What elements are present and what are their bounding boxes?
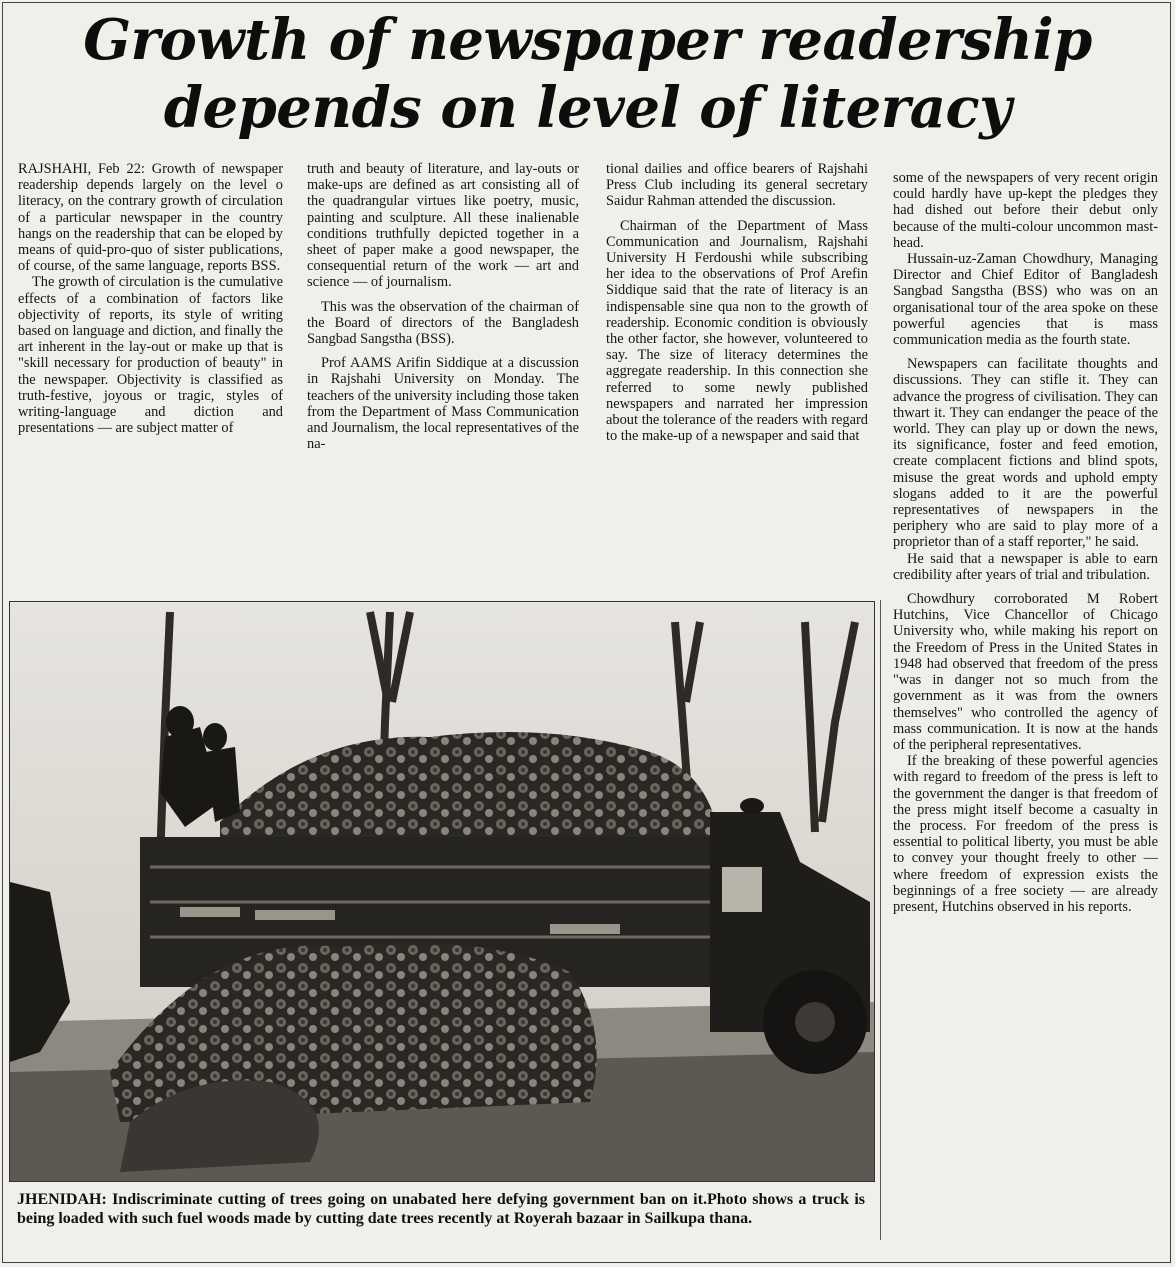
article-paragraph: Chairman of the Department of Mass Communication and Journalism, Rajshahi University H Ferdoushi while subscribing her idea to the observations of Prof Arefin Siddique said that the rate of literacy is an indispensable sine qua non to the growth of readership. Economic condition is obviously the other factor, she however, volunteered to say. The size of literacy determines the aggregate readership. In this connection she referred to some newly published newspapers and narrated her impression about the tolerance of the readers with regard to the make-up of a newspaper and said that [606, 217, 868, 445]
headline-line-2: depends on level of literacy [163, 75, 1012, 141]
article-paragraph: tional dailies and office bearers of Rajshahi Press Club including its general secretary Saidur Rahman attended the discussion. [606, 161, 868, 210]
article-column-3 [606, 161, 868, 593]
article-paragraph: Hussain-uz-Zaman Chowdhury, Managing Director and Chief Editor of Bangladesh Sangbad Sangstha (BSS) who was on an organisational tour of the area spoke on these powerful agencies that is mass communication media as the fourth state. [893, 251, 1158, 349]
column-rule [880, 600, 881, 1240]
article-paragraph: Prof AAMS Arifin Siddique at a discussion in Rajshahi University on Monday. The teachers of the university including those taken from the Department of Mass Communication and Journalism, the local representatives of the na- [307, 355, 579, 453]
article-paragraph: The growth of circulation is the cumulative effects of a combination of factors like objectivity of reports, its style of writing based on language and diction, and finally the art inherent in the lay-out or make up that is "skill necessary for production of beauty" in the newspaper. Objectivity is classified as truth-festive, joyous or tragic, styles of writing-language and diction and presentations — are subject matter of [18, 274, 283, 437]
article-paragraph: some of the newspapers of very recent origin could hardly have up-kept the pledges they had dished out before their debut only because of the multi-colour uncommon mast-head. [893, 170, 1158, 251]
article-paragraph: truth and beauty of literature, and lay-outs or make-ups are defined as art consisting all of the quadrangular virtues like poetry, music, painting and sculpture. All these inalienable conditions truthfully depicted together in a sheet of paper make a good newspaper, the consequential return of the work — art and science — of journalism. [307, 161, 579, 291]
article-paragraph: This was the observation of the chairman of the Board of directors of the Bangladesh Sangbad Sangstha (BSS). [307, 298, 579, 348]
article-paragraph: He said that a newspaper is able to earn credibility after years of trial and tribulation. [893, 550, 1158, 583]
article-column-4 [893, 170, 1158, 1260]
article-paragraph: Chowdhury corroborated M Robert Hutchins, Vice Chancellor of Chicago University who, while making his report on the Freedom of Press in the United States in 1948 had observed that freedom of the press "was in danger not so much from the government as it was from the owners themselves" who controlled the agency of mass communication. It is now at the hands of the peripheral representatives. [893, 591, 1158, 753]
headline-line-1: Growth of newspaper readership [83, 7, 1092, 73]
photo-caption: JHENIDAH: Indiscriminate cutting of trees going on unabated here defying government ban on it.Photo shows a truck is being loaded with such fuel woods made by cutting date trees recently at Royerah bazaar in Sailkupa thana. [17, 1191, 865, 1227]
article-column-2 [307, 161, 579, 587]
article-paragraph: RAJSHAHI, Feb 22: Growth of newspaper readership depends largely on the level o literacy, on the contrary growth of circulation of a particular newspaper in the country hangs on the readership that can be eloped by means of quid-pro-quo of sister publications, of course, of the same language, reports BSS. [18, 161, 283, 275]
article-paragraph: If the breaking of these powerful agencies with regard to freedom of the press is left to the government the danger is that freedom of the press might itself become a casualty in the process. For freedom of the press is essential to political liberty, you must be able to convey your thought freely to other — where freedom of expression exists the beginnings of a free society — are already present, Hutchins observed in his reports. [893, 753, 1158, 915]
news-photo [9, 601, 875, 1182]
article-column-1 [18, 161, 283, 587]
article-paragraph: Newspapers can facilitate thoughts and discussions. They can stifle it. They can advance the progress of civilisation. They can thwart it. They can endanger the peace of the world. They can play up or down the news, its significance, foster and feed emotion, create complacent fictions and blind spots, misuse the great words and uphold empty slogans added to it are the powerful representatives of newspapers in the periphery who are said to play more of a proprietor than of a staff reporter," he said. [893, 356, 1158, 551]
headline [0, 6, 1175, 142]
truck-loading-firewood-photo [10, 602, 875, 1182]
